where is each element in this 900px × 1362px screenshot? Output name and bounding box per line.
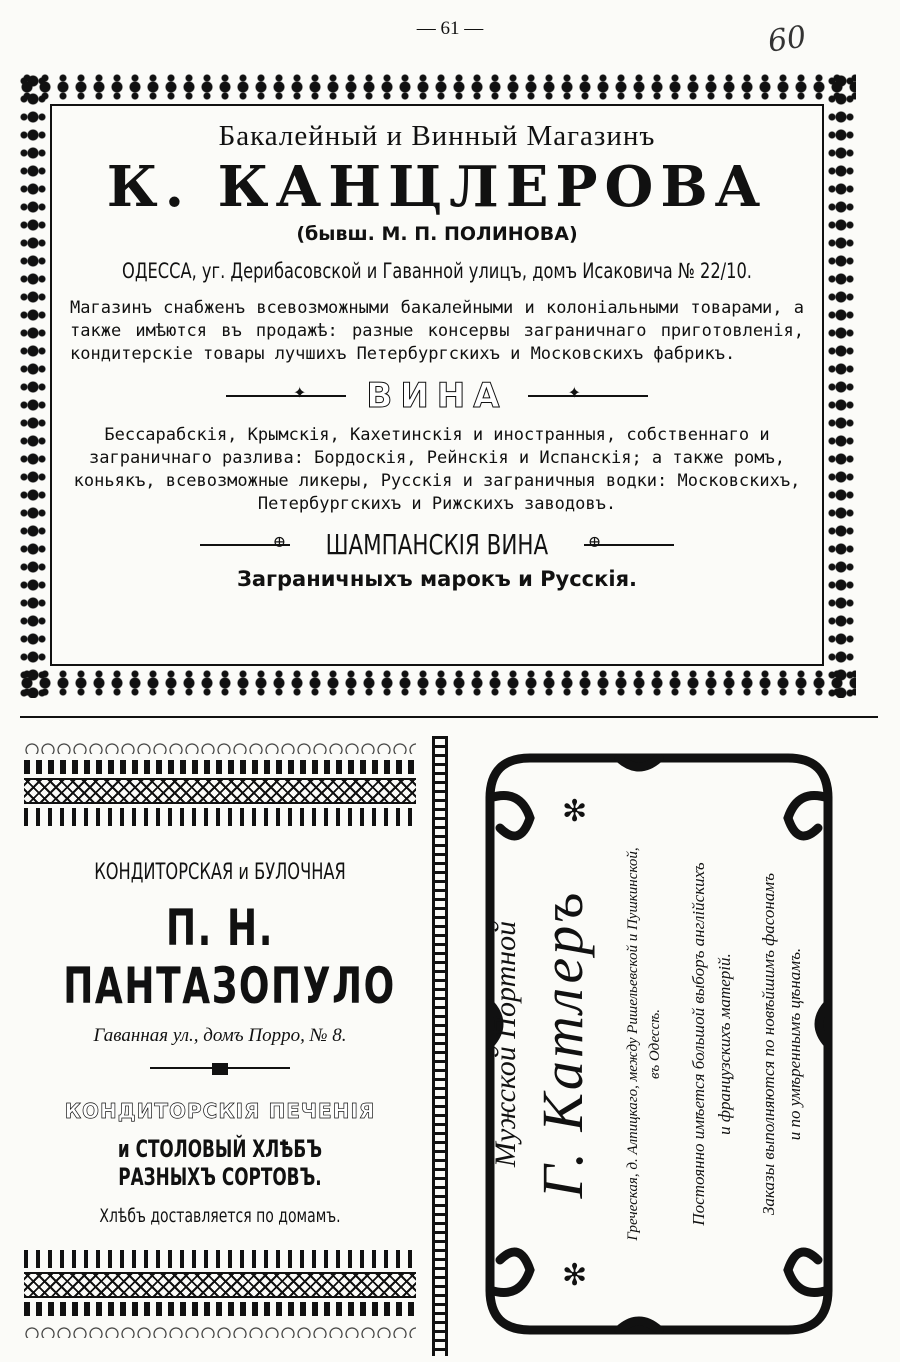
tailor-address: Греческая, д. Алпицкаго, между Ришельевской и Пушкинской,: [625, 847, 641, 1241]
trade-label: Мужской Портной: [489, 920, 522, 1168]
shop-type: Бакалейный и Винный Магазинъ: [218, 120, 656, 152]
shop-address: ОДЕССА, уг. Дерибасовской и Гаванной улицъ, домъ Исаковича № 22/10.: [122, 259, 752, 283]
ornamental-border-left: [18, 72, 48, 698]
champagne-heading: ШАМПАНСКІЯ ВИНА: [325, 528, 549, 561]
tailor-advert: [470, 738, 848, 1350]
confectionery-advert: [24, 860, 416, 1227]
handwritten-page-number: 60: [765, 19, 809, 60]
shop-description: Магазинъ снабженъ всевозможными бакалейными и колоніальными товарами, а также имѣются въ продажѣ: разные консервы заграничнаго приготовленія, кондитерскіе товары лучшихъ Петербургскихъ и Московскихъ фабрикъ.: [70, 298, 804, 364]
ornamental-band-bottom: [24, 1250, 416, 1338]
column-divider: [432, 736, 448, 1356]
merchant-name: К. КАНЦЛЕРОВА: [106, 154, 768, 220]
ornamental-border-bottom: [18, 668, 856, 698]
champagne-text: Заграничныхъ марокъ и Русскія.: [236, 567, 638, 591]
former-owner: (бывш. М. П. ПОЛИНОВА): [296, 223, 578, 245]
owner-name: П. Н. ПАНТАЗОПУЛО: [63, 899, 396, 1015]
fabric-offer-line2: и французскихъ матерій.: [715, 953, 734, 1135]
orders-line1: Заказы выполняются по новѣйшимъ фасонамъ: [759, 873, 778, 1215]
page-number: — 61 —: [416, 18, 484, 39]
bread-line: и СТОЛОВЫЙ ХЛѢБЪ РАЗНЫХЪ СОРТОВЪ.: [117, 1135, 323, 1191]
flourish-right-icon: ⊕: [584, 538, 674, 552]
tailor-text-block: [479, 764, 839, 1324]
fabric-offer-line1: Постоянно имѣется большой выборъ англійскихъ: [689, 862, 708, 1226]
orders-line2: и по умѣреннымъ цѣнамъ.: [785, 947, 804, 1141]
tailor-city: въ Одессѣ.: [647, 1009, 663, 1079]
delivery-line: Хлѣбъ доставляется по домамъ.: [99, 1205, 341, 1227]
ornamental-border-top: [18, 72, 856, 102]
shop-type: КОНДИТОРСКАЯ и БУЛОЧНАЯ: [94, 860, 346, 885]
wines-heading: ВИНА: [366, 376, 508, 416]
ornamental-band-top: [24, 738, 416, 826]
pastries-line: КОНДИТОРСКІЯ ПЕЧЕНІЯ: [64, 1099, 376, 1123]
shop-address: Гаванная ул., домъ Порро, № 8.: [93, 1025, 347, 1046]
asterisk-icon: ✻: [562, 794, 588, 829]
wines-text: Бессарабскія, Крымскія, Кахетинскія и иностранныя, собственнаго и заграничнаго разлива: Бордоскія, Рейнскія и Испанскія; а также ромъ, коньякъ, всевозможные ликеры, Русскія и заграничныя водки: Московскихъ, Петербургскихъ и Рижскихъ заводовъ.: [73, 425, 801, 514]
flourish-left-icon: ⊕: [200, 538, 290, 552]
flourish-right-icon: ✦: [528, 389, 648, 403]
asterisk-icon: ✻: [562, 1258, 588, 1293]
wines-heading-row: [60, 376, 814, 416]
ornamental-border-right: [826, 72, 856, 698]
ornament-divider: [150, 1067, 290, 1077]
flourish-left-icon: ✦: [226, 389, 346, 403]
champagne-heading-row: [60, 528, 814, 561]
grocery-wine-advert: [60, 110, 814, 591]
section-divider: [20, 716, 878, 718]
tailor-name: Г. Катлеръ: [530, 889, 595, 1199]
